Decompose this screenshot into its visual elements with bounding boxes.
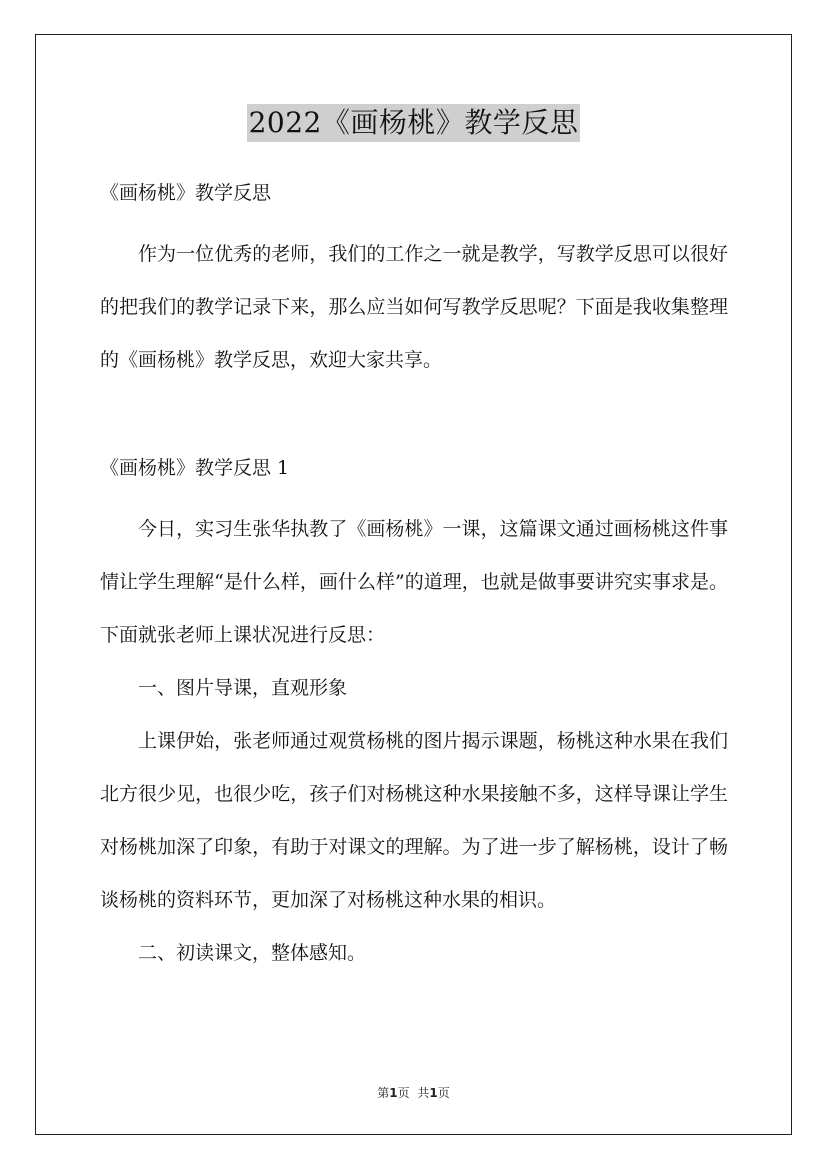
subheading-1: 一、图片导课，直观形象 [138, 677, 348, 699]
footer-total-suffix: 页 [437, 1086, 450, 1100]
intro-paragraph: 作为一位优秀的老师，我们的工作之一就是教学，写教学反思可以很好的把我们的教学记录下来，那么应当如何写教学反思呢？下面是我收集整理的《画杨桃》教学反思，欢迎大家共享。 [100, 243, 728, 371]
document-title: 2022《画杨桃》教学反思 [247, 104, 581, 142]
document-title-row [0, 104, 827, 142]
document-body [100, 178, 728, 980]
footer-page-number: 1 [389, 1086, 398, 1100]
page-footer [0, 1085, 827, 1101]
footer-page-suffix: 页 [397, 1086, 410, 1100]
footer-page-prefix: 第 [377, 1086, 390, 1100]
body-paragraph: 今日，实习生张华执教了《画杨桃》一课，这篇课文通过画杨桃这件事情让学生理解“是什么样，画什么样”的道理，也就是做事要讲究实事求是。下面就张老师上课状况进行反思： [100, 518, 728, 646]
footer-total-prefix: 共 [417, 1086, 430, 1100]
subheading-2: 二、初读课文，整体感知。 [138, 942, 367, 964]
section-heading-1: 《画杨桃》教学反思 1 [100, 457, 290, 479]
body-paragraph: 上课伊始，张老师通过观赏杨桃的图片揭示课题，杨桃这种水果在我们北方很少见，也很少吃，孩子们对杨桃这种水果接触不多，这样导课让学生对杨桃加深了印象，有助于对课文的理解。为了进一步了解杨桃，设计了畅谈杨桃的资料环节，更加深了对杨桃这种水果的相识。 [100, 730, 728, 911]
intro-heading: 《画杨桃》教学反思 [100, 182, 272, 204]
footer-total-number: 1 [429, 1086, 438, 1100]
